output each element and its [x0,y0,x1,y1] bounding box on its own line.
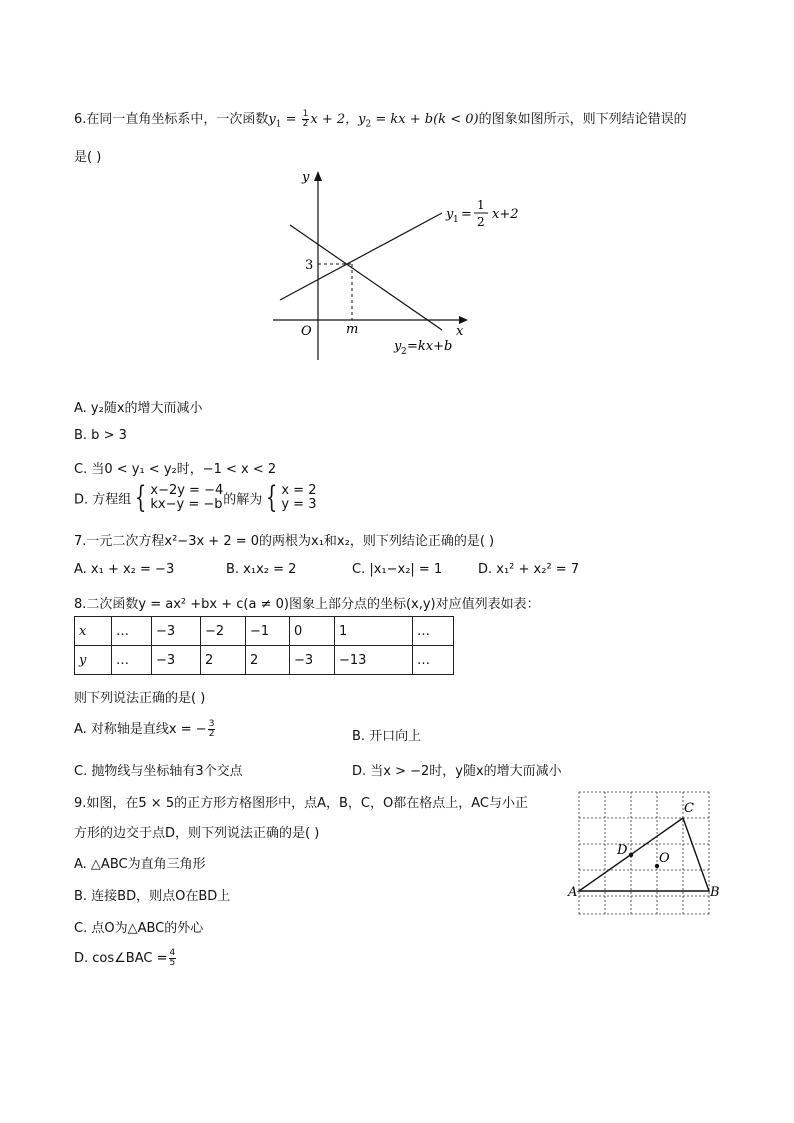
q6-stem-part-a: 6.在同一直角坐标系中，一次函数 [74,112,269,127]
label-o: O [659,851,670,866]
table-cell: … [413,617,454,646]
q8-value-table [74,616,454,675]
table-cell: 1 [335,617,413,646]
q6-stem-line2: 是( ) [74,150,102,165]
frac-den: 5 [169,958,176,968]
q7-option-d: D. x₁² + x₂² = 7 [478,562,580,577]
y1-rest: x + 2， [310,112,359,127]
q9-option-b: B. 连接BD，则点O在BD上 [74,889,231,904]
table-cell: −13 [335,646,413,675]
line1-label: y [446,207,454,222]
table-cell: … [112,617,152,646]
q8-option-c: C. 抛物线与坐标轴有3个交点 [74,764,243,779]
label-b: B [710,885,720,900]
solution-y: y = 3 [281,497,317,512]
line1-rest: x+2 [492,207,519,222]
line-y1 [280,213,442,300]
table-row-y [75,646,454,675]
q8-after: 则下列说法正确的是( ) [74,691,206,706]
frac-den: 2 [302,119,309,129]
line1-eq: = [461,207,472,222]
q9-grid-figure [566,786,726,920]
frac-den: 2 [208,729,215,739]
x-tick-m: m [346,322,359,337]
origin-label: O [301,324,312,339]
table-cell: 0 [290,617,335,646]
q7-option-b: B. x₁x₂ = 2 [226,562,297,577]
q6-option-d [74,480,317,515]
line2-rest: =kx+b [407,339,453,354]
q7-option-a: A. x₁ + x₂ = −3 [74,562,175,577]
table-cell: −2 [201,617,246,646]
line2-label: y [394,339,402,354]
q9-d-fraction [169,949,177,968]
q9-stem-line1: 9.如图，在5 × 5的正方形方格图形中，点A，B，C，O都在格点上，AC与小正 [74,796,528,811]
frac-num: 3 [208,719,215,729]
x-axis-label: x [456,324,464,339]
q9-option-a: A. △ABC为直角三角形 [74,857,206,872]
q6-option-c: C. 当0 < y₁ < y₂时，−1 < x < 2 [74,462,277,477]
q9-option-d [74,949,177,968]
q9-stem-line2: 方形的边交于点D，则下列说法正确的是( ) [74,826,320,841]
y-axis-arrow [314,171,322,181]
q9-d-prefix: D. cos∠BAC = [74,951,168,966]
q6-option-a: A. y₂随x的增大而减小 [74,401,203,416]
brace-2: { [266,480,278,515]
q6-stem-line1: 6.在同一直角坐标系中，一次函数$y_1$ = $\frac{1}{2}$ x + 2，$y_2$ = kx + b(k < 0)的图象如图所示，则下列结论错误的 [74,109,687,130]
q8-option-b: B. 开口向上 [352,729,422,744]
y1-subscript: 1 [275,119,282,130]
table-cell: −3 [290,646,335,675]
q8-a-prefix: A. 对称轴是直线x = − [74,722,207,737]
label-c: C [684,801,694,816]
q8-stem: 8.二次函数y = ax² +bx + c(a ≠ 0)图象上部分点的坐标(x,y)对应值列表如表： [74,597,540,612]
d-mid: 的解为 [223,492,263,508]
table-cell: 2 [201,646,246,675]
q8-option-a [74,718,216,739]
system-eq1: x−2y = −4 [150,483,224,498]
label-d: D [617,843,628,858]
y-tick-3: 3 [305,258,314,273]
table-cell: −1 [246,617,290,646]
q7-option-c: C. |x₁−x₂| = 1 [352,562,443,577]
y2-rest: = kx + b(k < 0) [371,112,479,127]
line1-sub: 1 [453,215,459,225]
y-axis-label: y [302,170,310,185]
system-eq2: kx−y = −b [150,497,223,512]
label-a: A [568,885,578,900]
point-d [629,853,633,857]
d-prefix: D. 方程组 [74,492,132,508]
line-y2 [290,225,442,330]
table-row-x [75,617,454,646]
table-cell: y [75,646,112,675]
y2-subscript: 2 [365,119,372,130]
table-cell: … [413,646,454,675]
q6-stem-part-b: 的图象如图所示，则下列结论错误的 [478,112,687,127]
table-cell: −3 [152,646,201,675]
q6-graph [260,165,540,365]
q8-a-fraction [208,720,216,739]
table-cell: … [112,646,152,675]
q6-fraction [302,110,310,129]
solution-system [281,484,316,512]
brace-1: { [135,480,147,515]
q9-option-c: C. 点O为△ABC的外心 [74,921,204,936]
line2-sub: 2 [401,347,407,357]
y1-symbol: y [268,112,276,127]
triangle-abc [579,818,709,891]
y2-symbol: y [358,112,366,127]
line1-den: 2 [477,215,485,229]
table-cell: −3 [152,617,201,646]
frac-num: 1 [302,109,309,119]
equation-system [150,484,223,512]
frac-num: 4 [169,948,176,958]
table-cell: x [75,617,112,646]
q7-stem: 7.一元二次方程x²−3x + 2 = 0的两根为x₁和x₂，则下列结论正确的是( ) [74,534,495,549]
q6-option-b: B. b > 3 [74,428,127,443]
line1-num: 1 [477,198,485,212]
table-cell: 2 [246,646,290,675]
q8-option-d: D. 当x > −2时，y随x的增大而减小 [352,764,562,779]
solution-x: x = 2 [281,483,317,498]
x-axis-arrow [459,316,468,324]
